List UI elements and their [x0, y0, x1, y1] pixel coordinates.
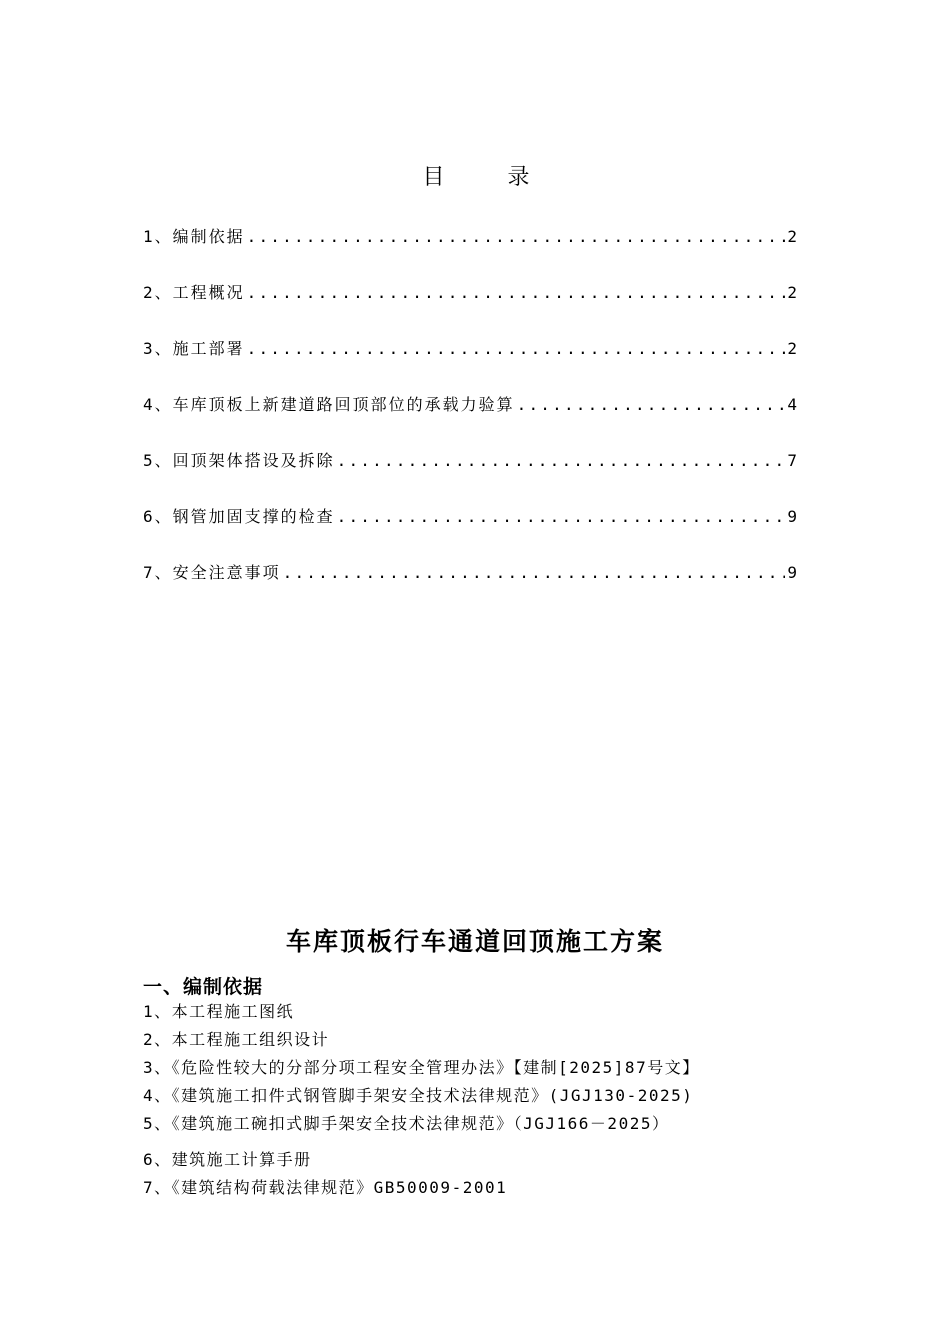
toc-entry[interactable]: [143, 224, 797, 280]
toc-entry-label: 7、安全注意事项: [143, 563, 281, 582]
toc-entry-page: 7: [787, 451, 797, 470]
toc-entry[interactable]: [143, 280, 797, 336]
toc-entry-page: 9: [787, 507, 797, 526]
list-item: 7、《建筑结构荷载法律规范》GB50009-2001: [143, 1178, 508, 1197]
toc-leader-dots: [337, 507, 786, 526]
toc-entry-label: 3、施工部署: [143, 339, 245, 358]
toc-entry-page: 2: [787, 283, 797, 302]
toc-entry[interactable]: [143, 392, 797, 448]
list-item: 4、《建筑施工扣件式钢管脚手架安全技术法律规范》(JGJ130-2025): [143, 1086, 694, 1105]
list-item: 5、《建筑施工碗扣式脚手架安全技术法律规范》（JGJ166－2025）: [143, 1114, 670, 1133]
list-item: 2、本工程施工组织设计: [143, 1030, 330, 1049]
toc-leader-dots: [247, 283, 786, 302]
toc-leader-dots: [517, 395, 786, 414]
toc-entry-label: 5、回顶架体搭设及拆除: [143, 451, 335, 470]
table-of-contents: [143, 224, 797, 616]
list-item: 3、《危险性较大的分部分项工程安全管理办法》【建制[2025]87号文】: [143, 1058, 700, 1077]
toc-leader-dots: [283, 563, 786, 582]
toc-entry-label: 4、车库顶板上新建道路回顶部位的承载力验算: [143, 395, 515, 414]
list-item: 6、建筑施工计算手册: [143, 1150, 312, 1169]
list-item: 1、本工程施工图纸: [143, 1002, 295, 1021]
toc-entry[interactable]: [143, 336, 797, 392]
section-heading: 一、编制依据: [143, 976, 264, 998]
toc-entry-page: 2: [787, 339, 797, 358]
toc-entry[interactable]: [143, 560, 797, 616]
document-title: 车库顶板行车通道回顶施工方案: [285, 927, 664, 956]
toc-entry-page: 2: [787, 227, 797, 246]
basis-list: [143, 998, 823, 1202]
toc-entry-page: 4: [787, 395, 797, 414]
toc-leader-dots: [247, 339, 786, 358]
toc-entry[interactable]: [143, 504, 797, 560]
toc-entry[interactable]: [143, 448, 797, 504]
toc-entry-label: 1、编制依据: [143, 227, 245, 246]
toc-leader-dots: [337, 451, 786, 470]
toc-entry-label: 6、钢管加固支撑的检查: [143, 507, 335, 526]
toc-entry-label: 2、工程概况: [143, 283, 245, 302]
toc-title: 目 录: [422, 165, 558, 190]
toc-entry-page: 9: [787, 563, 797, 582]
toc-leader-dots: [247, 227, 786, 246]
